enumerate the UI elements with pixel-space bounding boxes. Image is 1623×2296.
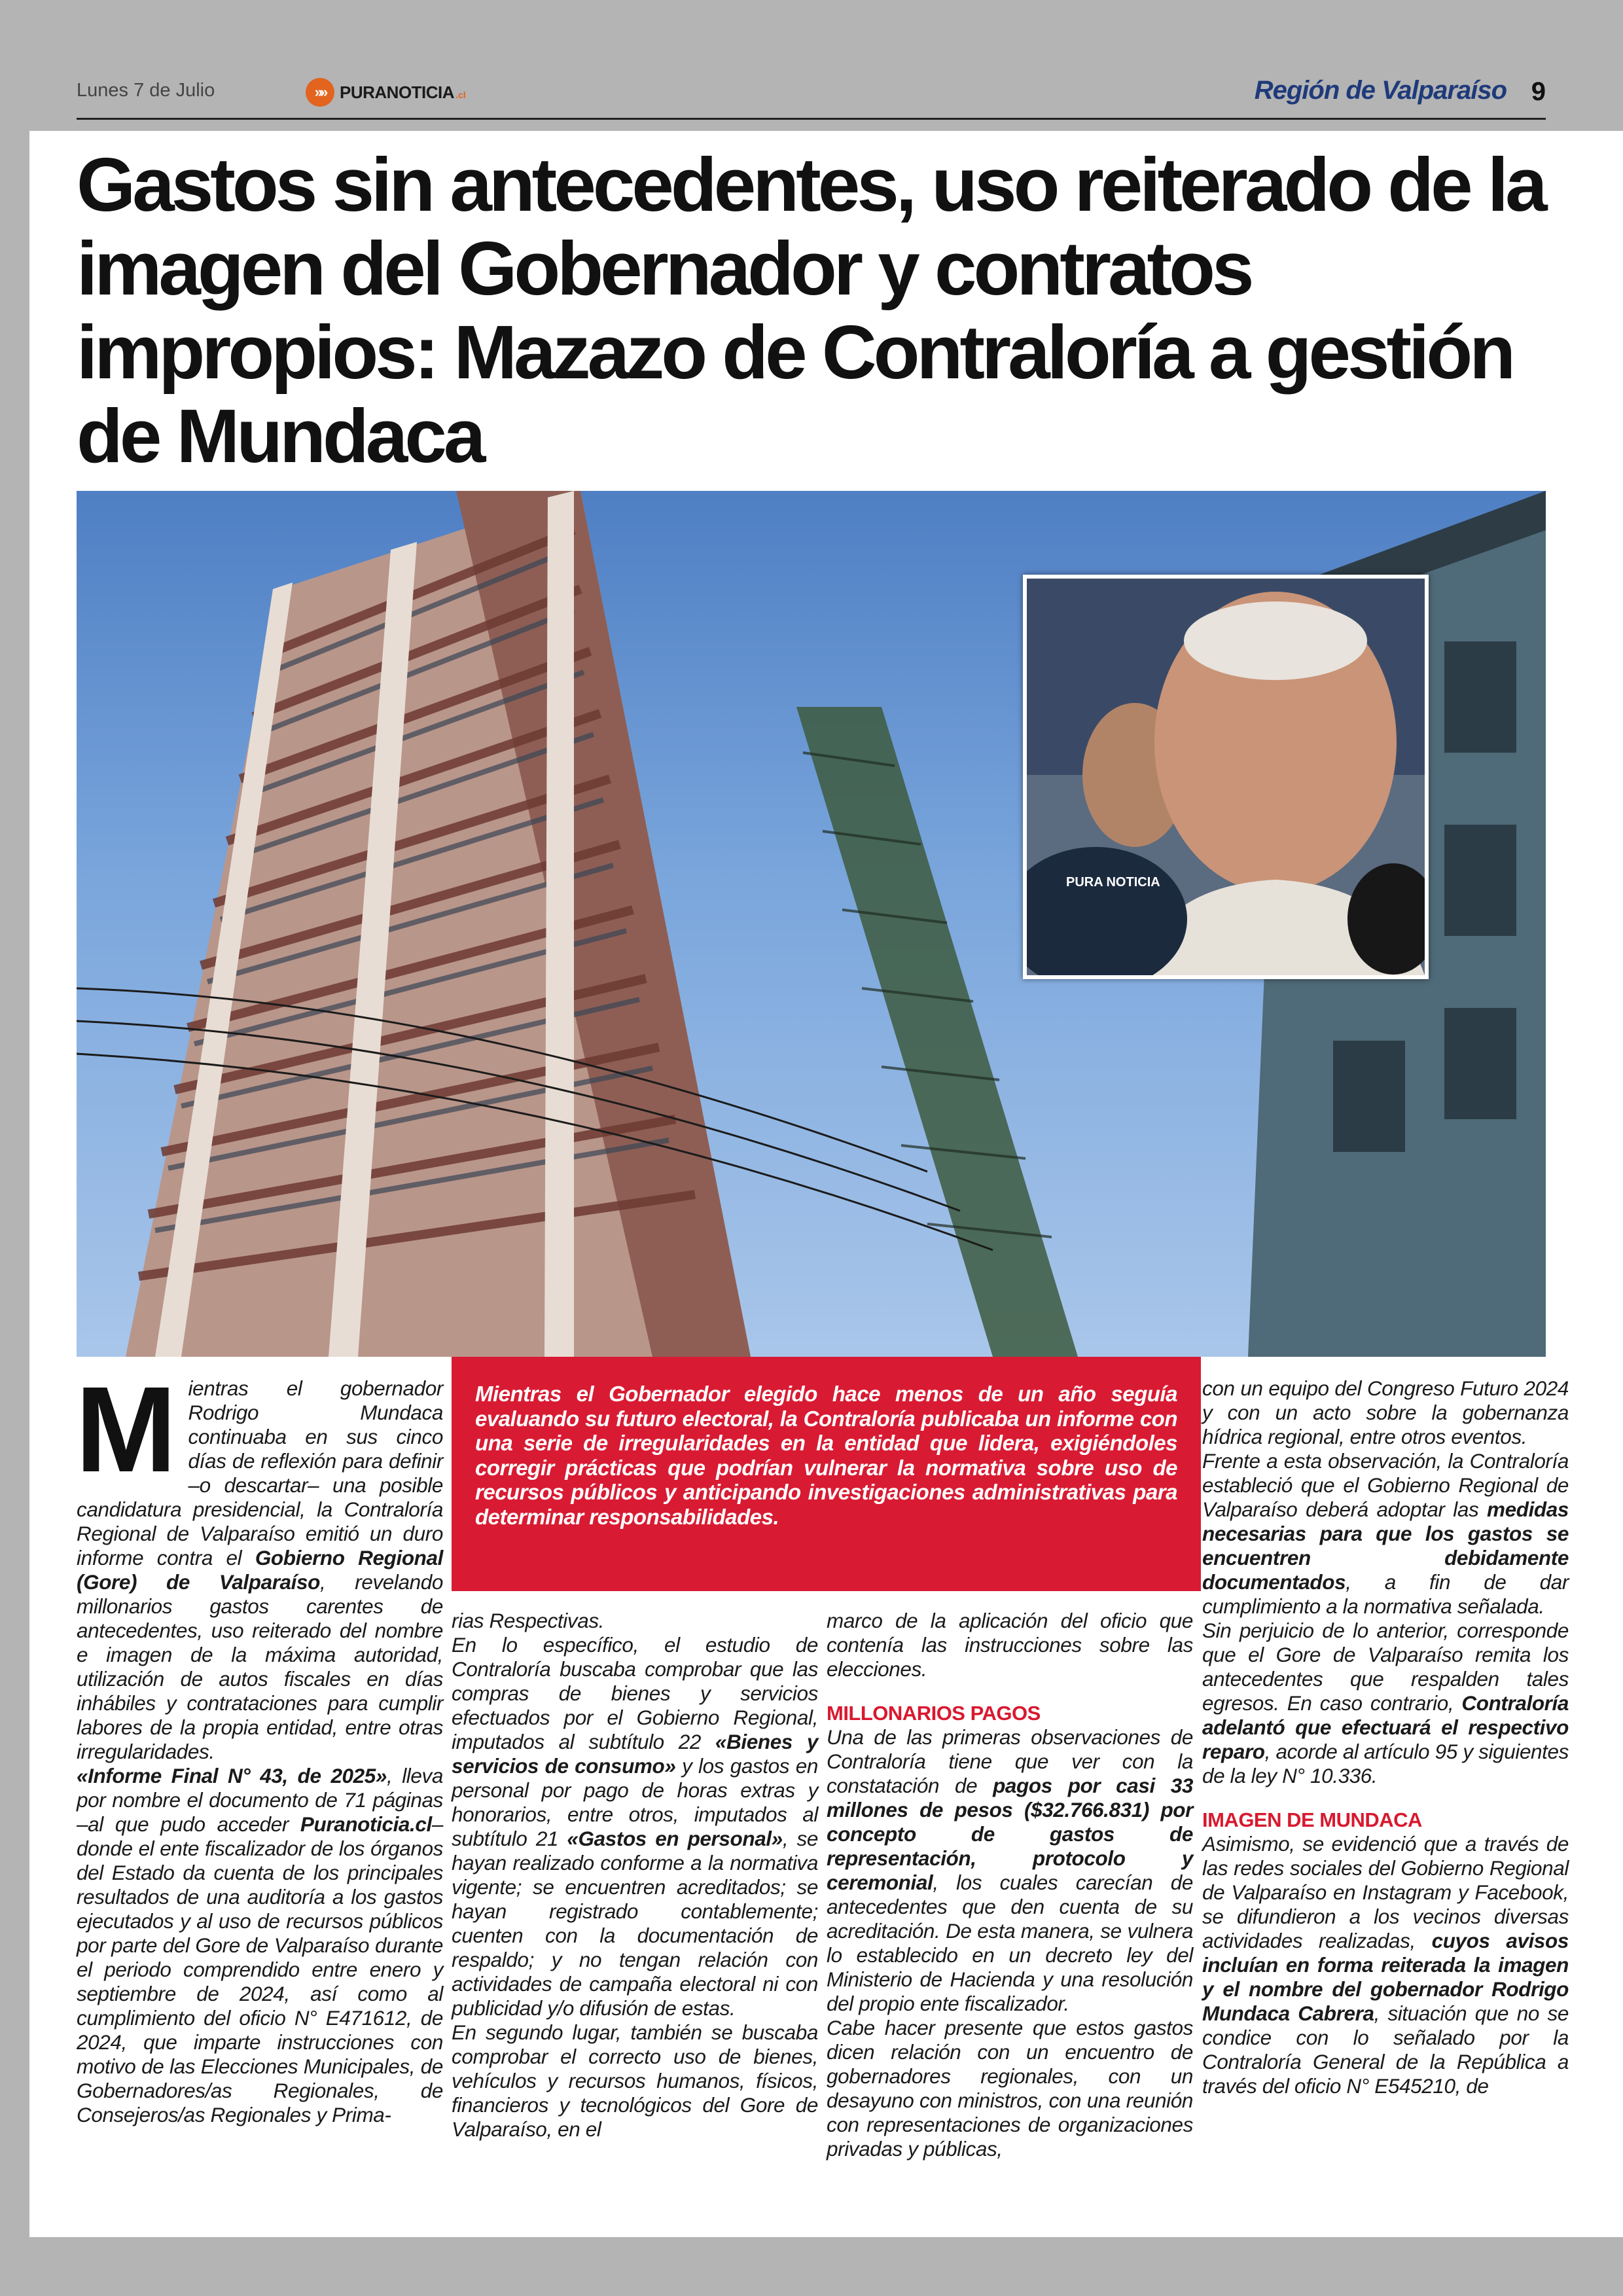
paragraph-9: con un equipo del Congreso Futuro 2024 y con un acto sobre la gobernanza hídrica regional, entre otros eventos. [1202, 1376, 1569, 1448]
paragraph-1-bold: Gobierno Regional (Gore) de Valparaíso [77, 1546, 443, 1594]
subtitle-21: «Gastos en personal» [567, 1827, 783, 1850]
logo-text: PURANOTICIA [340, 82, 455, 102]
page-number: 9 [1531, 77, 1546, 106]
paragraph-12c: , situación que no se condice con lo señalado por la Contraloría General de la República a través del oficio N° E545210, de [1202, 2001, 1569, 2098]
measures-required: medidas necesarias para que los gastos se encuentren debidamente documentados [1202, 1498, 1569, 1594]
drop-cap: M [75, 1362, 177, 1498]
paragraph-10a: Frente a esta observación, la Contraloría estableció que el Gobierno Regional de Valparaíso deberá adoptar las [1202, 1449, 1569, 1521]
paragraph-11a: Sin perjuicio de lo anterior, corresponde que el Gore de Valparaíso remita los antecedentes que respalden tales egresos. En caso contrario, [1202, 1619, 1569, 1715]
callout-text: Mientras el Gobernador elegido hace menos de un año seguía evaluando su futuro electoral, la Contraloría publicaba un informe con una serie de irregularidades en la entidad que lidera, exigiéndoles corregir prácticas que podrían vulnerar la normativa sobre uso de recursos públicos y anticipando investigaciones administrativas para determinar responsabilidades. [475, 1382, 1177, 1529]
paragraph-2b: , lleva por nombre el documento de 71 páginas –al que pudo acceder [77, 1764, 443, 1836]
paragraph-4e: , se hayan realizado conforme a la normativa vigente; se encuentren acreditados; se hayan registrado contablemente; cuenten con la documentación de respaldo; y no tengan relación con actividades de campaña electoral ni con publicidad y/o difusión de estas. [452, 1827, 818, 2020]
paragraph-3: rias Respectivas. [452, 1609, 605, 1632]
paragraph-4c: y los gastos en personal por pago de horas extras y honorarios, entre otros, imputados al subtítulo 21 [452, 1754, 818, 1850]
mic-label: PURA NOTICIA [1066, 875, 1160, 889]
article-column-3 [827, 1609, 1193, 2161]
paragraph-7a: Una de las primeras observaciones de Contraloría tiene que ver con la constatación de [827, 1725, 1193, 1797]
payments-amount: pagos por casi 33 millones de pesos ($32.766.831) por concepto de gastos de representación, protocolo y ceremonial [827, 1774, 1193, 1894]
paragraph-10c: , a fin de dar cumplimiento a la normativa señalada. [1202, 1570, 1569, 1618]
page-header [77, 72, 1546, 120]
callout-box [452, 1357, 1201, 1591]
paragraph-5: En segundo lugar, también se buscaba comprobar el correcto uso de bienes, vehículos y recursos humanos, físicos, financieros y tecnológicos del Gore de Valparaíso, en el [452, 2020, 818, 2141]
image-usage: cuyos avisos incluían en forma reiterada la imagen y el nombre del gobernador Rodrigo Mundaca Cabrera [1202, 1929, 1569, 2025]
newspaper-page [29, 131, 1623, 2237]
paragraph-6: marco de la aplicación del oficio que contenía las instrucciones sobre las elecciones. [827, 1609, 1193, 1681]
report-title: «Informe Final N° 43, de 2025» [77, 1764, 387, 1787]
portrait-illustration [1027, 579, 1425, 975]
paragraph-1a: ientras el gobernador Rodrigo Mundaca continuaba en sus cinco días de reflexión para definir –o descartar– una posible candidatura presidencial, la Contraloría Regional de Valparaíso emitió un duro informe contra el [77, 1376, 443, 1570]
article-column-1 [75, 1362, 443, 2127]
paragraph-2d: – donde el ente fiscalizador de los órganos del Estado da cuenta de los principales resultados de una auditoría a los gastos ejecutados y al uso de recursos públicos por parte del Gore de Valparaíso durante el periodo comprendido entre enero y septiembre de 2024, así como al cumplimiento del oficio N° E471612, de 2024, que imparte instrucciones con motivo de las Elecciones Municipales, de Gobernadores/as Regionales, de Consejeros/as Regionales y Prima- [77, 1812, 443, 2126]
section-name: Región de Valparaíso [1254, 76, 1507, 105]
paragraph-8: Cabe hacer presente que estos gastos dicen relación con un encuentro de gobernadores regionales, con un desayuno con ministros, con una reunión con representaciones de organizaciones privadas y públicas, [827, 2016, 1193, 2161]
subtitle-22: «Bienes y servicios de consumo» [452, 1730, 818, 1778]
inset-portrait [1023, 575, 1429, 979]
paragraph-7c: , los cuales carecían de antecedentes que den cuenta de su acreditación. De esta manera, se vulnera lo establecido en un decreto ley del Ministerio de Hacienda y una resolución del propio ente fiscalizador. [827, 1871, 1193, 2015]
subhead-imagen-de-mundaca: IMAGEN DE MUNDACA [1202, 1808, 1422, 1831]
article-column-2 [452, 1609, 818, 2142]
subhead-millonarios-pagos: MILLONARIOS PAGOS [827, 1702, 1041, 1725]
logo-tld: .cl [455, 90, 466, 100]
article-column-4 [1202, 1376, 1569, 2098]
paragraph-1c: , revelando millonarios gastos carentes de antecedentes, uso reiterado del nombre e imagen de la máxima autoridad, utilización de autos fiscales en días inhábiles y contrataciones para cumplir labores de la propia entidad, entre otras irregularidades. [77, 1570, 443, 1763]
issue-date: Lunes 7 de Julio [77, 80, 215, 101]
source-name: Puranoticia.cl [300, 1812, 432, 1836]
paragraph-4a: En lo específico, el estudio de Contraloría buscaba comprobar que las compras de bienes y servicios efectuados por el Gobierno Regional, imputados al subtítulo 22 [452, 1633, 818, 1753]
paragraph-11c: , acorde al artículo 95 y siguientes de la ley N° 10.336. [1202, 1740, 1569, 1787]
logo-mark-icon: »» [306, 78, 334, 107]
paragraph-12a: Asimismo, se evidenció que a través de las redes sociales del Gobierno Regional de Valparaíso en Instagram y Facebook, se difundieron a los vecinos diversas actividades realizadas, [1202, 1832, 1569, 1952]
repair-notice: Contraloría adelantó que efectuará el respectivo reparo [1202, 1691, 1569, 1763]
headline: Gastos sin antecedentes, uso reiterado de la imagen del Gobernador y contratos impropios: Mazazo de Contraloría a gestión de Mundaca [77, 142, 1544, 478]
puranoticia-logo [306, 77, 466, 107]
